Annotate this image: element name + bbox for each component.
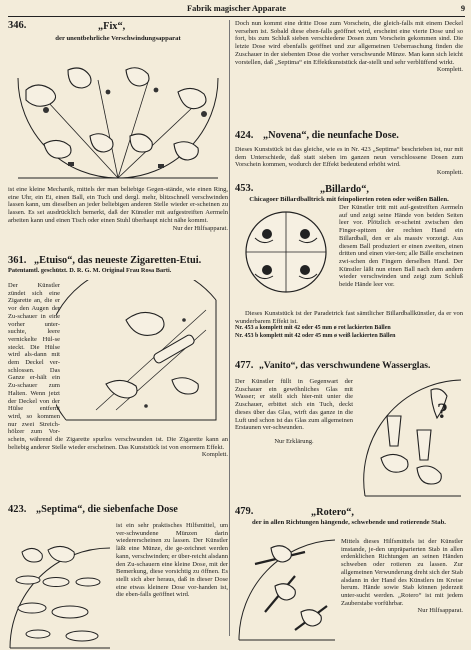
item-price: Komplett. — [436, 169, 463, 177]
item-number: 361. — [8, 255, 27, 266]
item-rotero-description — [341, 538, 463, 615]
vanito-glass-illustration — [361, 376, 463, 500]
item-fix-description — [8, 186, 228, 232]
item-novena-heading — [235, 132, 463, 141]
billardo-hands-balls-illustration — [237, 210, 335, 294]
item-subtitle: Patentamtl. geschützt. D. R. G. M. Original Frau Rosa Barti. — [8, 266, 172, 274]
item-price: Komplett. — [436, 66, 463, 74]
item-text: Der Künstler tritt mit auf-gestreiften Aermeln auf und zeigt seine Hände von beiden Seiten leer vor. Plötzlich er-scheint zwischen den Finger-spitzen der rechten Hand ein Billardball, den er als massiv vorzeigt. Aus diesem Ball produziert er einen zweiten, einen dritten und einen vier-ten; alle Bälle erscheinen zwi-schen den Fingern derselben Hand. Der Künstler läßt nun einen Ball nach dem andern wieder verschwinden und zeigt zum Schluß beide Hände leer vor. — [339, 204, 463, 289]
item-price: Nur der Hilfsapparat. — [172, 224, 228, 232]
item-text: Doch nun kommt eine dritte Dose zum Vorschein, die gleich-falls mit einem Deckel versehen ist. Sobald diese eben-falls geöffnet wird, erscheint eine vierte Dose und so fort, bis zum Schluß sieben verschiedene Dosen zum Vorschein gekommen sind. Die letzte Dose wird ebenfalls geöffnet und zur allgemeinen Ueberraschung finden die Zuschauer in der siebenten Dose die vorher verschwunde Münze. Man kann sich leicht vorstellen, daß „Septima“ ein Effektkunststück dar-stellt und sehr verblüffend wirkt. — [235, 20, 463, 66]
fix-hands-illustration — [8, 52, 228, 182]
item-billardo-note — [235, 310, 463, 341]
item-fix-heading — [8, 22, 228, 40]
item-variant-a: Nr. 453 a komplett mit 42 oder 45 mm ø rot lackierten Bällen — [235, 325, 391, 332]
item-subtitle: Chicagoer Billardballtrick mit feinpolierten roten oder weißen Bällen. — [249, 195, 449, 203]
page-number: 9 — [460, 4, 465, 13]
item-septima-description — [116, 522, 228, 599]
text-wrap-spacer — [60, 282, 228, 432]
item-septima-heading — [8, 506, 228, 515]
item-text: ist ein sehr praktisches Hilfsmittel, um ver-schwundene Münzen darin wiedererscheinen zu lassen. Der Künstler läßt eine Münze, die ge-zeichnet werden kann, verschwinden; er über-reicht alsdann den Zu-schauern eine kleine Dose, mit der Bemerkung, diese vorsichtig zu öffnen. Es stellt sich aber heraus, daß in dieser Dose eine etwas kleinere Dose vor-handen ist, die eben-falls geöffnet wird. — [116, 522, 228, 599]
item-price: Nur Erklärung. — [274, 437, 314, 445]
item-rotero-heading — [235, 508, 463, 526]
item-title: „Novena“, die neunfache Dose. — [263, 130, 399, 141]
item-billardo-heading — [235, 185, 463, 203]
item-subtitle: der unentbehrliche Verschwindungsapparat — [55, 35, 181, 42]
item-title: „Billardo“, — [320, 184, 369, 195]
item-text: Dieses Kunststück ist das gleiche, wie es in Nr. 423 „Septima“ beschrieben ist, nur mit dem Unterschiede, daß statt sieben im ganzen neun verschlossene Dosen zum Vorschein kommen, wodurch der Effekt bedeutend erhöht wird. — [235, 146, 463, 169]
item-title: „Septima“, die siebenfache Dose — [36, 504, 178, 515]
item-etuiso-text — [8, 282, 228, 459]
item-number: 346. — [8, 20, 27, 31]
item-title: „Vanito“, das verschwundene Wasserglas. — [259, 360, 431, 371]
item-title: „Etuiso“, das neueste Zigaretten-Etui. — [34, 255, 202, 266]
left-column — [8, 20, 228, 636]
right-column — [235, 20, 463, 636]
item-number: 477. — [235, 360, 254, 371]
item-text: ist eine kleine Mechanik, mittels der man beliebige Gegen-stände, wie einen Ring, eine Uhr, ein Ei, einen Ball, ein Tuch und dergl. mehr, blitzschnell verschwinden lassen kann, um dieselben an jeder beliebigen anderen Stelle wieder er-scheinen zu lassen. Es sei ausdrücklich bemerkt, daß der Künstler mit aufgestreiften Aermeln arbeiten kann und einen Tisch oder einen Stuhl überhaupt nicht nähe kommt. — [8, 186, 228, 224]
septima-boxes-illustration — [8, 520, 112, 650]
svg-text:?: ? — [437, 398, 448, 423]
item-price: Nur Hilfsapparat. — [417, 607, 463, 615]
item-number: 424. — [235, 130, 254, 141]
item-subtitle: der in allen Richtungen hängende, schwebende und rotierende Stab. — [252, 518, 446, 526]
item-vanito-description — [235, 378, 353, 446]
item-number: 453. — [235, 183, 254, 194]
item-text: Der Künstler füllt in Gegenwart der Zuschauer ein gewöhnliches Glas mit Wasser; er stellt sich hier-mit unter die Zuschauer, erbittet sich ein Tuch, deckt dieses über das Glas, wirft das ganze in die Luft und schon ist das Glas zum allgemeinen Erstaunen ver-schwunden. — [235, 378, 353, 432]
item-novena-description — [235, 146, 463, 177]
item-price: Komplett. — [201, 451, 228, 459]
item-title: „Fix“, — [98, 21, 126, 32]
rotero-wand-illustration — [235, 534, 337, 644]
item-etuiso-heading — [8, 257, 228, 274]
item-text-2: Dieses Kunststück ist der Paradetrick fast sämtlicher Billardballkünstler, da er von wunderbarem Effekt ist. — [235, 310, 463, 325]
item-septima-continued — [235, 20, 463, 74]
header-brand: Fabrik magischer Apparate — [187, 4, 286, 13]
item-number: 423. — [8, 504, 27, 515]
item-text: Der Künstler zündet sich eine Zigarette an, die er vor den Augen der Zu-schauer in eine vorher unter-suchte, leere vernickelte Hül-se steckt. Die Hülse wird als-dann mit dem Deckel ver-schlossen. Das Ganze er-hält ein Zu-schauer zum Halten. Wenn jetzt der Deckel von der Hülse entfernt wird, so kommen nur zwei Streich-hölzer zum Vor-schein, während die Zigarette spurlos verschwunden ist. Die Zigarette kann an beliebig anderer Stelle wieder erscheinen. Das Kunststück ist von enormem Effekt. — [8, 282, 228, 451]
item-vanito-heading — [235, 362, 463, 371]
item-number: 479. — [235, 506, 254, 517]
column-divider — [229, 20, 230, 636]
item-billardo-description — [339, 204, 463, 289]
item-text: Mittels dieses Hilfsmittels ist der Künstler imstande, je-den unpräparierten Stab in allen erdenklichen Richtungen an seinen Händen schweben oder rotieren zu lassen. Zur allgemeinen Verwunderung dreht sich der Stab alsdann in der Hand des Künstlers im Kreise herum. Hände sowie Stab können jederzeit unter-sucht werden. „Rotero“ ist mit jedem Zauberstabe vorführbar. — [341, 538, 463, 607]
item-title: „Rotero“, — [311, 507, 354, 518]
item-variant-b: Nr. 453 b komplett mit 42 oder 45 mm ø weiß lackierten Bällen — [235, 333, 396, 340]
page-header — [8, 4, 465, 17]
